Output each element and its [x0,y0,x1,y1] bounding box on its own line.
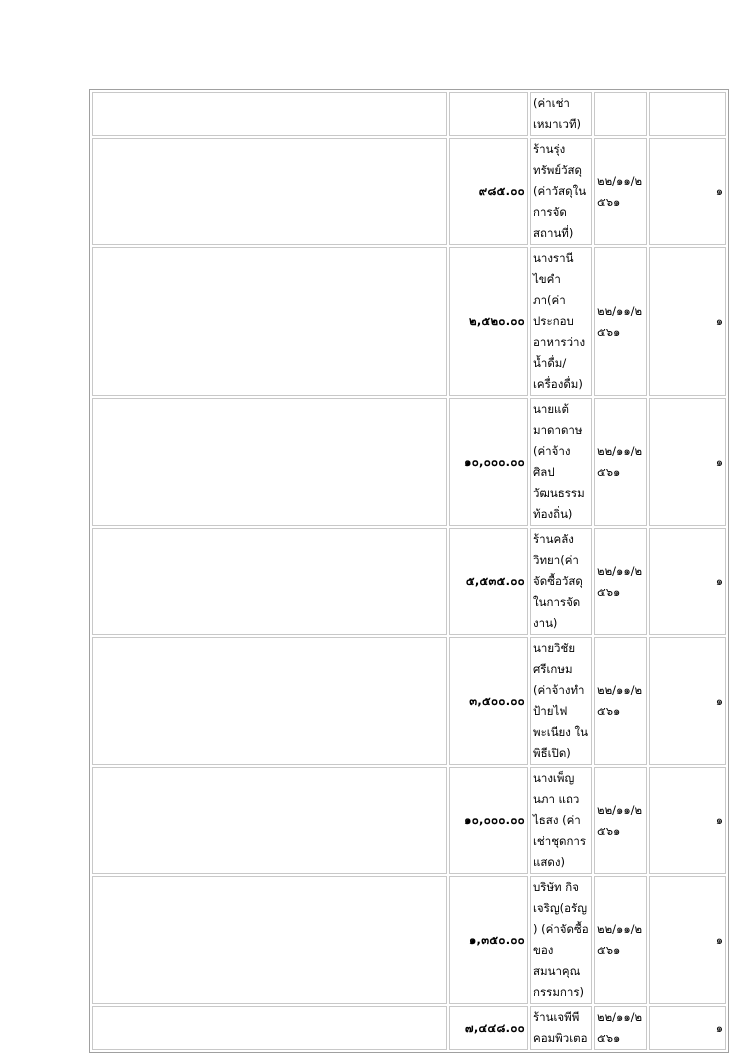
vendor-text: ร้านเจพีพีคอมพิวเตอ [533,1010,588,1045]
description-cell [92,767,447,874]
table-row [92,637,726,765]
count-cell: ๑ [649,637,726,765]
procurement-table [89,89,729,1053]
table-row [92,767,726,874]
vendor-cell [530,247,592,396]
count-cell: ๑ [649,138,726,245]
date-text: ๒๒/๑๑/๒๕๖๑ [597,563,643,599]
vendor-text: ร้านคลังวิทยา(ค่าจัดซื้อวัสดุในการจัดงาน) [533,532,583,630]
date-cell [594,767,647,874]
description-cell [92,398,447,526]
vendor-text: บริษัท กิจเจริญ(อรัญ) (ค่าจัดซื้อของสมนาคุณกรรมการ) [533,880,589,999]
table-row [92,1006,726,1050]
date-text: ๒๒/๑๑/๒๕๖๑ [597,683,643,718]
vendor-cell [530,876,592,1004]
table-row [92,138,726,245]
vendor-text: นายวิชัย ศรีเกษม (ค่าจ้างทำป้ายไฟพะเนียง ในพิธีเปิด) [533,641,589,760]
vendor-text: นายแต้ มาดาดาษ (ค่าจ้างศิลปวัฒนธรรมท้องถิ่น) [533,402,585,521]
date-text: ๒๒/๑๑/๒๕๖๑ [597,303,643,339]
vendor-cell [530,767,592,874]
count-cell: ๑ [649,398,726,526]
vendor-cell [530,138,592,245]
date-cell [594,138,647,245]
vendor-text: (ค่าเช่าเหมาเวที) [533,96,582,131]
vendor-cell [530,92,592,136]
table-row [92,876,726,1004]
amount-cell: ๗,๔๔๘.๐๐ [449,1006,528,1050]
count-cell: ๑ [649,528,726,635]
description-cell [92,876,447,1004]
amount-cell: ๑๐,๐๐๐.๐๐ [449,767,528,874]
vendor-text: นางเพ็ญนภา แถวไธสง (ค่าเช่าชุดการแสดง) [533,771,587,869]
date-text: ๒๒/๑๑/๒๕๖๑ [597,444,643,479]
table-row [92,92,726,136]
date-text: ๒๒/๑๑/๒๕๖๑ [597,173,643,209]
vendor-cell [530,1006,592,1050]
date-cell [594,637,647,765]
date-cell [594,876,647,1004]
count-cell [649,92,726,136]
count-cell: ๑ [649,247,726,396]
date-text: ๒๒/๑๑/๒๕๖๑ [597,1010,643,1045]
vendor-text: ร้านรุ่งทรัพย์วัสดุ (ค่าวัสดุในการจัดสถานที่) [533,142,587,240]
date-cell [594,528,647,635]
table-row [92,528,726,635]
count-cell: ๑ [649,767,726,874]
count-cell: ๑ [649,1006,726,1050]
amount-cell [449,92,528,136]
description-cell [92,138,447,245]
description-cell [92,247,447,396]
vendor-cell [530,398,592,526]
amount-cell: ๑,๓๕๐.๐๐ [449,876,528,1004]
table-row [92,398,726,526]
vendor-text: นางรานี ไขคำภา(ค่าประกอบอาหารว่าง น้ำดื่ม/เครื่องดื่ม) [533,251,586,391]
amount-cell: ๓,๕๐๐.๐๐ [449,637,528,765]
count-cell: ๑ [649,876,726,1004]
vendor-cell [530,528,592,635]
vendor-cell [530,637,592,765]
amount-cell: ๙๘๕.๐๐ [449,138,528,245]
date-text: ๒๒/๑๑/๒๕๖๑ [597,922,643,957]
date-cell [594,398,647,526]
description-cell [92,637,447,765]
table-row [92,247,726,396]
amount-cell: ๑๐,๐๐๐.๐๐ [449,398,528,526]
date-cell [594,1006,647,1050]
description-cell [92,528,447,635]
date-cell [594,92,647,136]
amount-cell: ๒,๕๒๐.๐๐ [449,247,528,396]
description-cell [92,92,447,136]
amount-cell: ๕,๕๓๕.๐๐ [449,528,528,635]
date-cell [594,247,647,396]
description-cell [92,1006,447,1050]
date-text: ๒๒/๑๑/๒๕๖๑ [597,802,643,838]
